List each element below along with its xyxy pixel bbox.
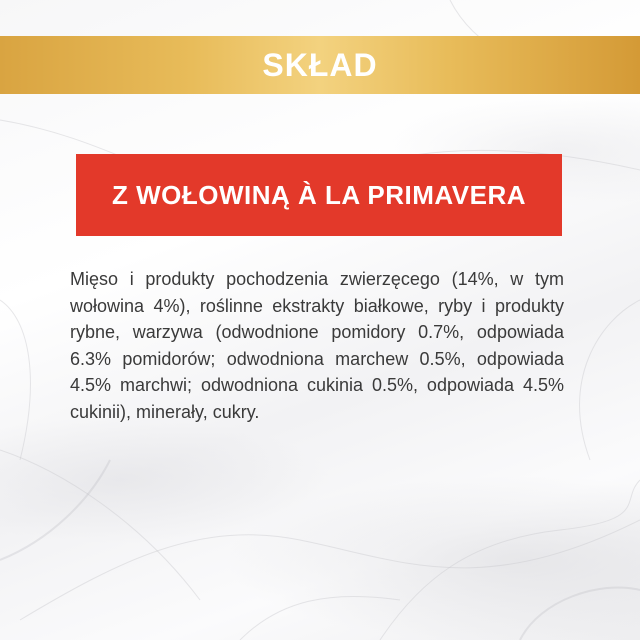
variant-title: Z WOŁOWINĄ À LA PRIMAVERA bbox=[111, 179, 526, 210]
page-title: SKŁAD bbox=[262, 46, 378, 83]
ingredients-text: Mięso i produkty pochodzenia zwierzęcego (14%, w tym wołowina 4%), roślinne ekstrakty białkowe, ryby i produkty rybne, warzywa (odwodnione pomidory 0.7%, odpowiada 6.3% pomidorów; odwodniona marchew 0.5%, odpowiada 4.5% marchwi; odwodniona cukinia 0.5%, odpowiada 4.5% cukinii), minerały, cukry. bbox=[70, 269, 564, 422]
variant-label-box bbox=[76, 154, 562, 236]
header-banner bbox=[0, 36, 640, 94]
